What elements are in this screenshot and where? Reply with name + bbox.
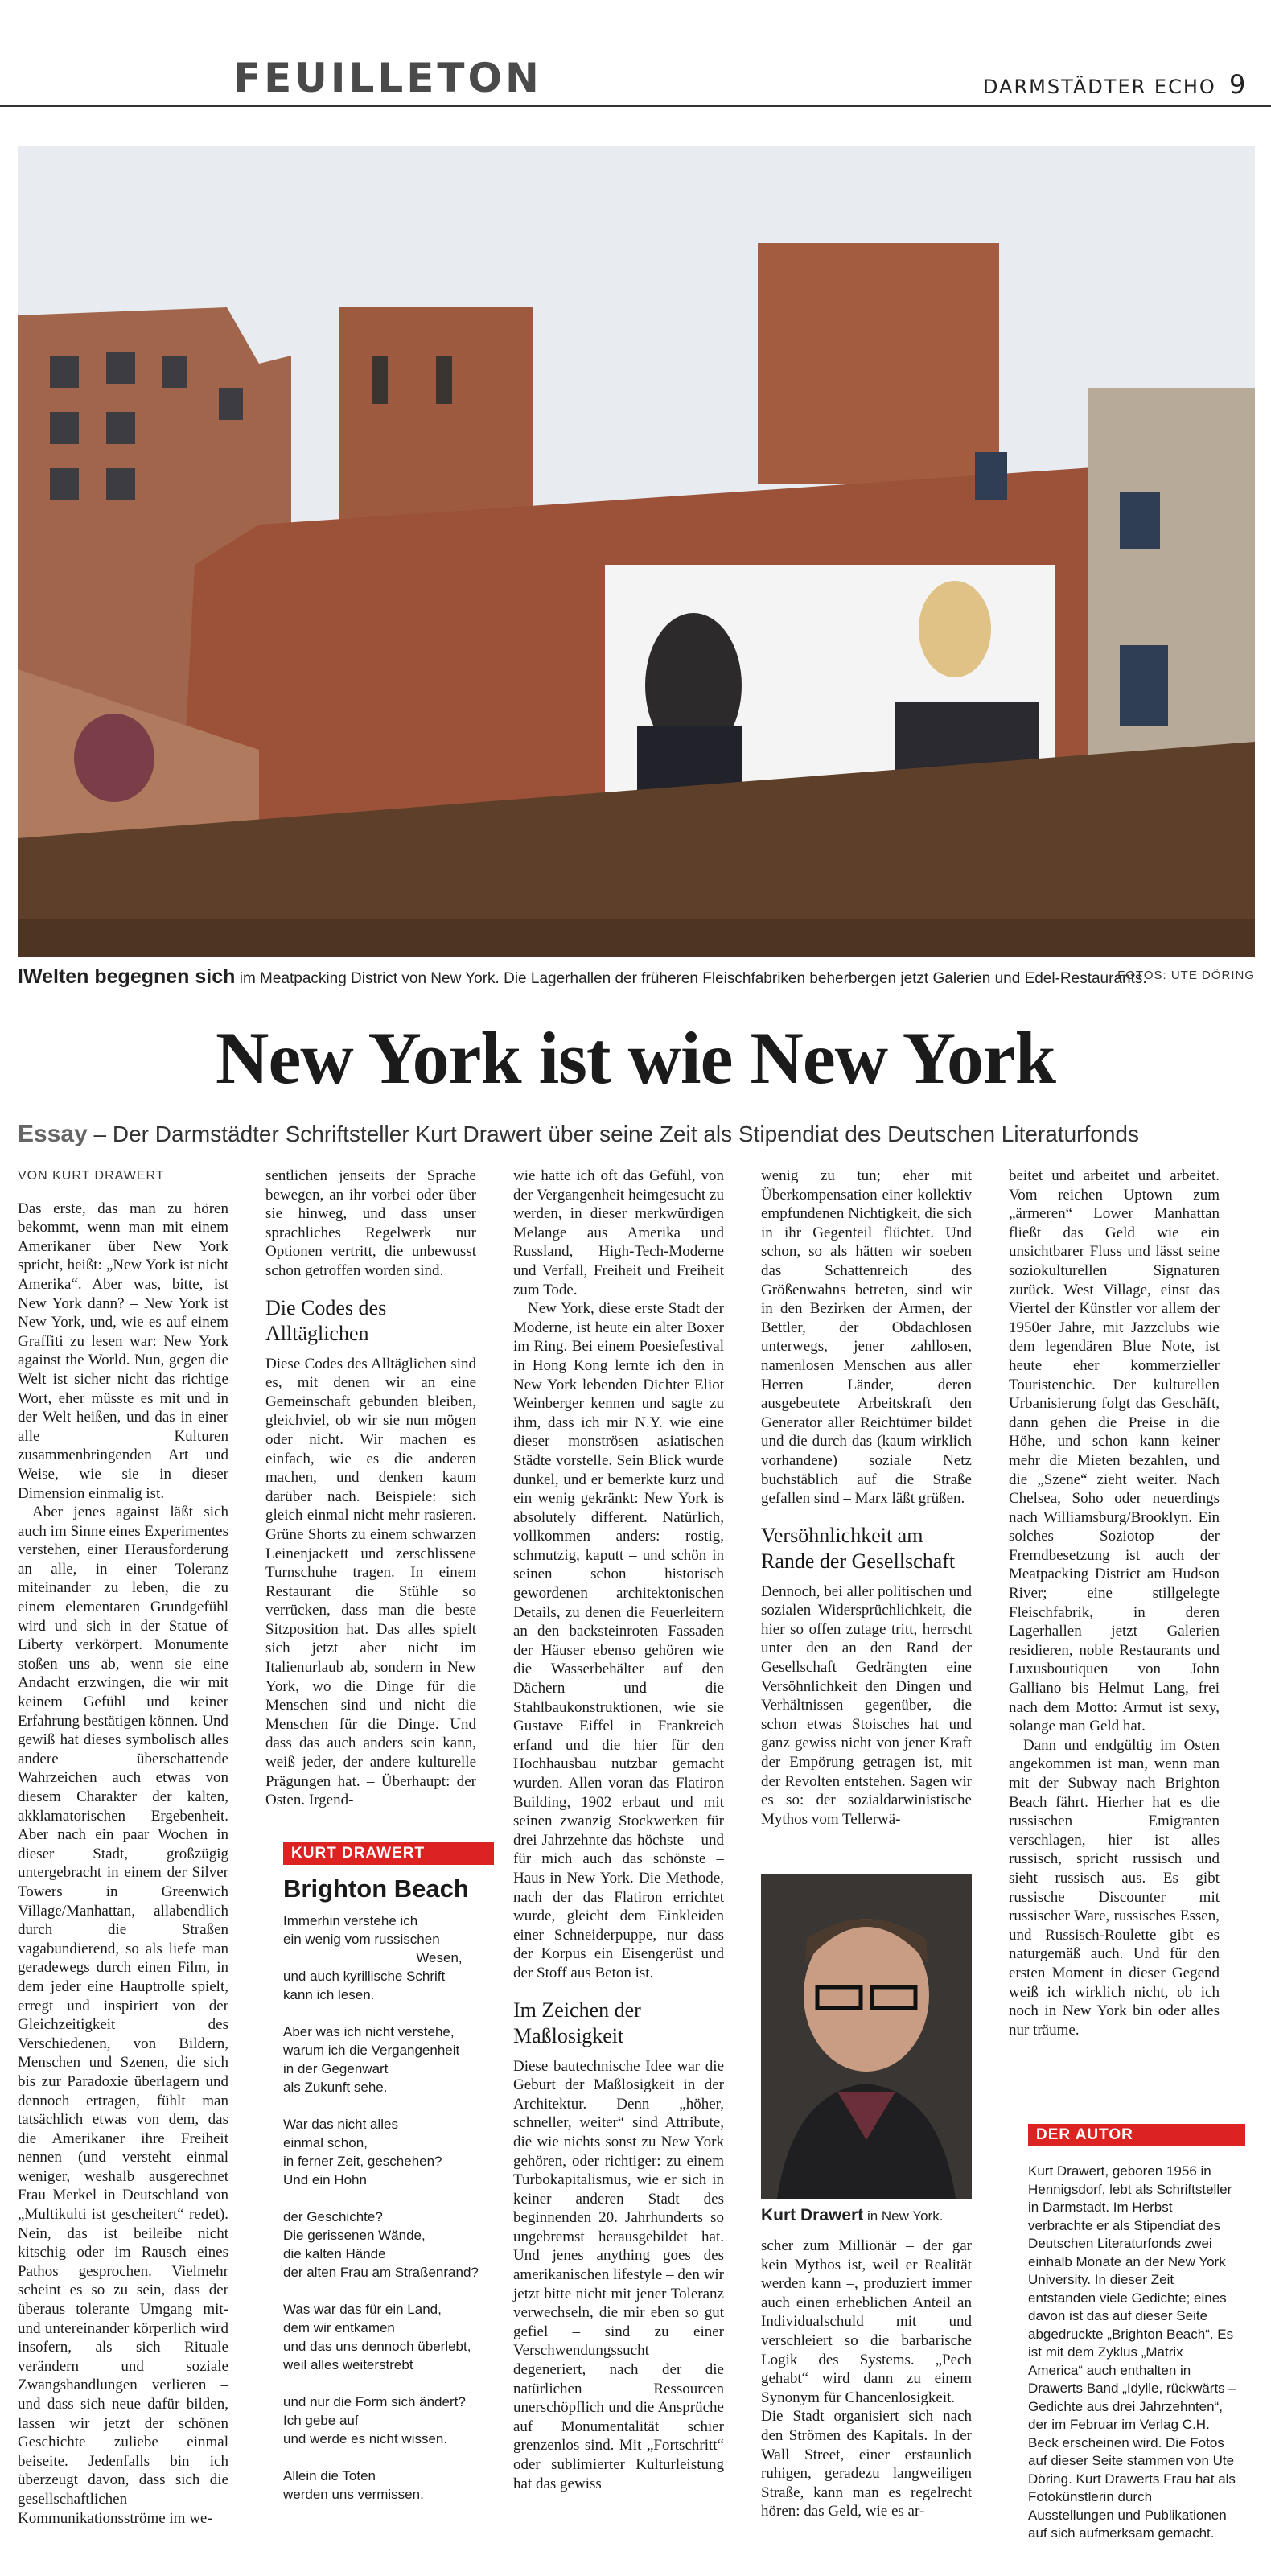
paragraph: Diese bautechnische Idee war die Geburt der Maßlosigkeit in der Architektur. Denn „höher, schneller, weiter“ sind Attribute, die wie nichts sonst zu New York gehören, oder richtiger: zu einem Turbokapitalismus, wie er sich in keiner anderen Stadt des beginnenden 20. Jahrhunderts so ungebremst herausgebildet hat. Und jenes anything goes des amerikanischen lifestyle – den wir jetzt bitte nicht mit jener Toleranz verwechseln, die mir eben so gut gefiel – sind zu einer Verschwendungssucht degeneriert, nach der die natürlichen Ressourcen unerschöpflich und die Ansprüche auf Monumentalität schier grenzenlos sind. Mit „Fortschritt“ oder sublimierter Kulturleistung hat das gewiss (513, 2057, 724, 2492)
paragraph: New York, diese erste Stadt der Moderne, ist heute ein alter Boxer im Ring. Bei einem Poesiefestival in Hong Kong lernte ich den in New York lebenden Dichter Eliot Weinberger kennen und sagte zu ihm, dass ich mir N.Y. wie eine dieser monströsen asiatischen Städte vorstelle. Sein Blick wurde dunkel, und er bemerkte kurz und ein wenig gekränkt: New York is absolutely different. Natürlich, vollkommen anders: rostig, schmutzig, kaputt – und schön in seinen schon historisch gewordenen architektonischen Details, zu denen die Feuerleitern an den backsteinroten Fassaden der Häuser ebenso gehören wie die Wasserbehälter auf den Dächern und die Stahlbaukonstruktionen, wie sie Gustave Eiffel in Frankreich erfand und die hier für den Hochhausbau nutzbar gemacht wurden. Allen voran das Flatiron Building, 1902 erbaut und mit seinen zwanzig Stockwerken für drei Jahrzehnte das höchste – und für mich auch das schönste – Haus in New York. Die Methode, nach der das Flatiron errichtet wurde, gleicht dem Einkleiden einer Schneiderpuppe, nur dass der Korpus ein Eisengerüst und der Stoff aus Beton ist. (513, 1300, 724, 1981)
paragraph: sentlichen jenseits der Sprache bewegen, an ihr vorbei oder über sie hinweg, und dass unser sprachliches Regelwerk nur Optionen vertritt, die unbewusst schon getroffen worden sind. (265, 1167, 476, 1279)
page-number: 9 (1229, 69, 1246, 100)
newspaper-name: DARMSTÄDTER ECHO (983, 76, 1216, 98)
caption-text: im Meatpacking District von New York. Die Lagerhallen der früheren Fleischfabriken beherbergen jetzt Galerien und Edel-Restaurants. (239, 970, 1147, 987)
poem-box (283, 1842, 494, 2504)
main-photo (18, 146, 1255, 957)
paragraph: Dennoch, bei aller politischen und sozialen Widersprüchlichkeit, die hier so offen zutage tritt, herrscht unter den an den Rand der Gesellschaft Gedrängten eine Versöhnlichkeit den Dingen und Verhältnissen gegenüber, die schon etwas Stoisches hat und ganz gewiss nicht von jener Kraft der Empörung getragen ist, mit der Revolten entstehen. Sagen wir es so: der sozialdarwinistische Mythos vom Tellerwä- (761, 1582, 972, 1828)
dek (18, 1121, 1139, 1148)
dek-label: Essay (18, 1121, 88, 1147)
photo-credit: FOTOS: UTE DÖRING (1117, 969, 1255, 982)
portrait-caption-name: Kurt Drawert (761, 2206, 864, 2224)
author-portrait (761, 1874, 972, 2199)
subheading: Die Codes des Alltäglichen (265, 1295, 387, 1345)
poem-text: Immerhin verstehe ich ein wenig vom russischen Wesen, und auch kyrillische Schrift kann ich lesen. Aber was ich nicht verstehe, warum ich die Vergangenheit in der Gegenwart als Zukunft sehe. War das nicht alles einmal schon, in ferner Zeit, geschehen? Und ein Hohn der Geschichte? Die gerissenen Wände, die kalten Hände der alten Frau am Straßenrand? Was war das für ein Land, dem wir entkamen und das uns dennoch überlebt, weil alles weiterstrebt und nur die Form sich ändert? Ich gebe auf und werde es nicht wissen. Allein die Toten werden uns vermissen. (283, 1913, 479, 2502)
poem-author-tag: KURT DRAWERT (283, 1842, 494, 1865)
portrait-caption (761, 2206, 972, 2225)
portrait-caption-text: in New York. (866, 2208, 944, 2224)
paragraph: wie hatte ich oft das Gefühl, von der Vergangenheit heimgesucht zu werden, in dieser merkwürdigen Melange aus Amerika und Russland, High-Tech-Moderne und Verfall, Freiheit und Freiheit zum Tode. (513, 1167, 724, 1298)
paragraph: beitet und arbeitet und arbeitet. Vom reichen Uptown zum „ärmeren“ Lower Manhattan fließt das Geld wie ein unsichtbarer Fluss und lässt seine soziokulturellen Signaturen zurück. West Village, einst das Viertel der Künstler vor allem der 1950er Jahre, mit Jazzclubs wie dem legendären Blue Note, ist heute eher kommerzieller Touristenchic. Der kulturellen Urbanisierung folgt das Geschäft, dann gehen die Preise in die Höhe, und schon kann keiner mehr die Mieten bezahlen, und die „Szene“ zieht weiter. Nach Chelsea, Soho oder neuerdings nach Williamsburg/Brooklyn. Ein solches Soziotop der Fremdbesetzung ist auch der Meatpacking District am Hudson River; eine stillgelegte Fleischfabrik, in deren Lagerhallen jetzt Galerien residieren, noble Restaurants und Luxusboutiquen von John Galliano bis Helmut Lang, frei nach dem Motto: Armut ist sexy, solange man Geld hat. (1009, 1167, 1220, 1735)
paragraph: wenig zu tun; eher mit Überkompensation einer kollektiv empfundenen Nichtigkeit, die sich in ihr Gegenteil flüchtet. Und schon, so als hätten wir soeben das Schattenreich des Größenwahns betreten, sind wir in den Bezirken der Armen, der Bettler, der Obdachlosen unterwegs, jener zahllosen, namenlosen Menschen aus aller Herren Länder, deren ausgebeutete Arbeitskraft den Generator aller Reichtümer bildet und die durch das (kaum wirklich vorhandene) soziale Netz buchstäblich auf die Straße gefallen sind – Marx läßt grüßen. (761, 1167, 972, 1508)
article-column-2 (265, 1167, 476, 1810)
article-column-3 (513, 1167, 724, 2493)
paragraph: Diese Codes des Alltäglichen sind es, mit denen wir an eine Gemeinschaft gebunden bleiben, gleichviel, ob wir sie nun mögen oder nicht. Wir machen es einfach, wie es die anderen machen, und denken kaum darüber nach. Beispiele: sich gleich einmal nicht mehr rasieren. Grüne Shorts zu einem schwarzen Leinenjackett und zerschlissene Turnschuhe tragen. In einem Restaurant die Stühle so verrücken, dass man die beste Sitzposition hat. Das alles spielt sich jetzt aber nicht im Italienurlaub ab, sondern in New York, wo die Dinge für die Menschen sind und nicht die Menschen für die Dinge. Und dass das auch anders sein kann, weiß jeder, der andere kulturelle Prägungen hat. – Überhaupt: der Osten. Irgend- (265, 1355, 476, 1809)
article-column-5 (1009, 1167, 1220, 2039)
subheading: Versöhnlichkeit am Rande der Gesellschaft (761, 1523, 956, 1573)
poem-title: Brighton Beach (283, 1874, 469, 1903)
author-bio: Kurt Drawert, geboren 1956 in Hennigsdorf, lebt als Schriftsteller in Darmstadt. Im Herbst verbrachte er als Stipendiat des Deutschen Literaturfonds zwei einhalb Monate an der New York University. In dieser Zeit entstanden viele Gedichte; eines davon ist das auf dieser Seite abgedruckte „Brighton Beach“. Es ist mit dem Zyklus „Matrix America“ auch enthalten in Drawerts Band „Idylle, rückwärts – Gedichte aus drei Jahrzehnten“, der im Februar im Verlag C.H. Beck erscheinen wird. Die Fotos auf dieser Seite stammen von Ute Döring. Kurt Drawerts Frau hat als Fotokünstlerin durch Ausstellungen und Publikationen auf sich aufmerksam gemacht. (1028, 2163, 1236, 2541)
paragraph: Das erste, das man zu hören bekommt, wenn man mit einem Amerikaner über New York spricht, heißt: „New York ist nicht Amerika“. Aber was, bitte, ist New York dann? – New York ist New York, und, wie es auf einem Graffiti zu lesen war: New York against the World. Nun, gegen die Welt ist sicher nicht das richtige Wort, eher müsste es mit und in der Welt heißen, und das in einer alle Kulturen zusammenbringenden Art und Weise, wie sie in dieser Dimension einmalig ist. (18, 1200, 228, 1502)
subheading: Im Zeichen der Maßlosigkeit (513, 1998, 641, 2047)
headline: New York ist wie New York (216, 1017, 1055, 1099)
byline: VON KURT DRAWERT (18, 1167, 228, 1191)
dek-text: – Der Darmstädter Schriftsteller Kurt Drawert über seine Zeit als Stipendiat des Deutschen Literaturfonds (93, 1121, 1140, 1146)
paragraph: Dann und endgültig im Osten angekommen ist man, wenn man mit der Subway nach Brighton Beach fährt. Hierher hat es die russischen Emigranten verschlagen, hier ist alles russisch, spricht russisch und sieht russisch aus. Es gibt russische Discounter mit russischer Ware, russisches Essen, und Russisch-Roulette gibt es naturgemäß auch. Und für den ersten Moment in dieser Gegend weiß ich wirklich nicht, ob ich noch in New York bin oder alles nur träume. (1009, 1736, 1220, 2039)
article-column-4-continued (761, 2237, 972, 2521)
paragraph: Aber jenes against läßt sich auch im Sinne eines Experimentes verstehen, einer Herausforderung an alle, in einer Toleranz miteinander zu leben, die zu einem elementaren Grundgefühl wird und sich in der Statue of Liberty verkörpert. Monumente stoßen uns ab, wenn sie eine Andacht erzwingen, die wir mit keinem Gefühl und keiner Erfahrung bestätigen können. Und gewiß hat dieses symbolisch alles andere überschattende Wahrzeichen auch etwas von diesem Charakter der kalten, akklamatorischen Ergebenheit. Aber nach ein paar Wochen in dieser Stadt, großzügig untergebracht in einem der Silver Towers in Greenwich Village/Manhattan, allabendlich durch die Straßen vagabundierend, so als liefe man geradewegs durch einen Film, in dem jeder eine Hauptrolle spielt, erregt und inspiriert von der Gleichzeitigkeit des Verschiedenen, von Bildern, Menschen und Szenen, die sich bis zur Paradoxie überlagern und dennoch ertragen, fühlt man tatsächlich etwas von dem, das die Amerikaner ihre Freiheit nennen (und versteht einmal weniger, weshalb ausgerechnet Frau Merkel in Deutschland von „Multikulti ist gescheitert“ redet). Nein, das ist beileibe nicht kitschig oder im Rausch eines Pathos gesprochen. Vielmehr scheint es so zu sein, dass der überaus tolerante Umgang mit- und untereinander körperlich wird insofern, als sich Rituale verändern und soziale Zwangshandlungen verlieren – und dass sich neue dafür bilden, lassen wir jetzt der schönen Geschichte zuliebe einmal beiseite. Jedenfalls bin ich überzeugt davon, dass sich die gesellschaftlichen Kommunikationsströme im we- (18, 1504, 228, 2527)
paragraph: scher zum Millionär – der gar kein Mythos ist, weil er Realität werden kann –, produziert immer auch einen erheblichen Anteil an Individualschuld mit und verschleiert so die barbarische Logik des Systems. „Pech gehabt“ wird dann zu einem Synonym für Chancenlosigkeit. Die Stadt organisiert sich nach den Strömen des Kapitals. In der Wall Street, einer erstaunlich ruhigen, geradezu langweiligen Straße, kann man es regelrecht hören: das Geld, wie es ar- (761, 2237, 972, 2520)
article-column-1 (18, 1167, 228, 2528)
caption-lead: lWelten begegnen sich (18, 965, 236, 988)
section-title: FEUILLETON (233, 55, 542, 101)
article-column-4 (761, 1167, 972, 1829)
header-rule (0, 105, 1271, 107)
author-box-tag: DER AUTOR (1028, 2124, 1245, 2146)
photo-caption (18, 965, 1255, 989)
